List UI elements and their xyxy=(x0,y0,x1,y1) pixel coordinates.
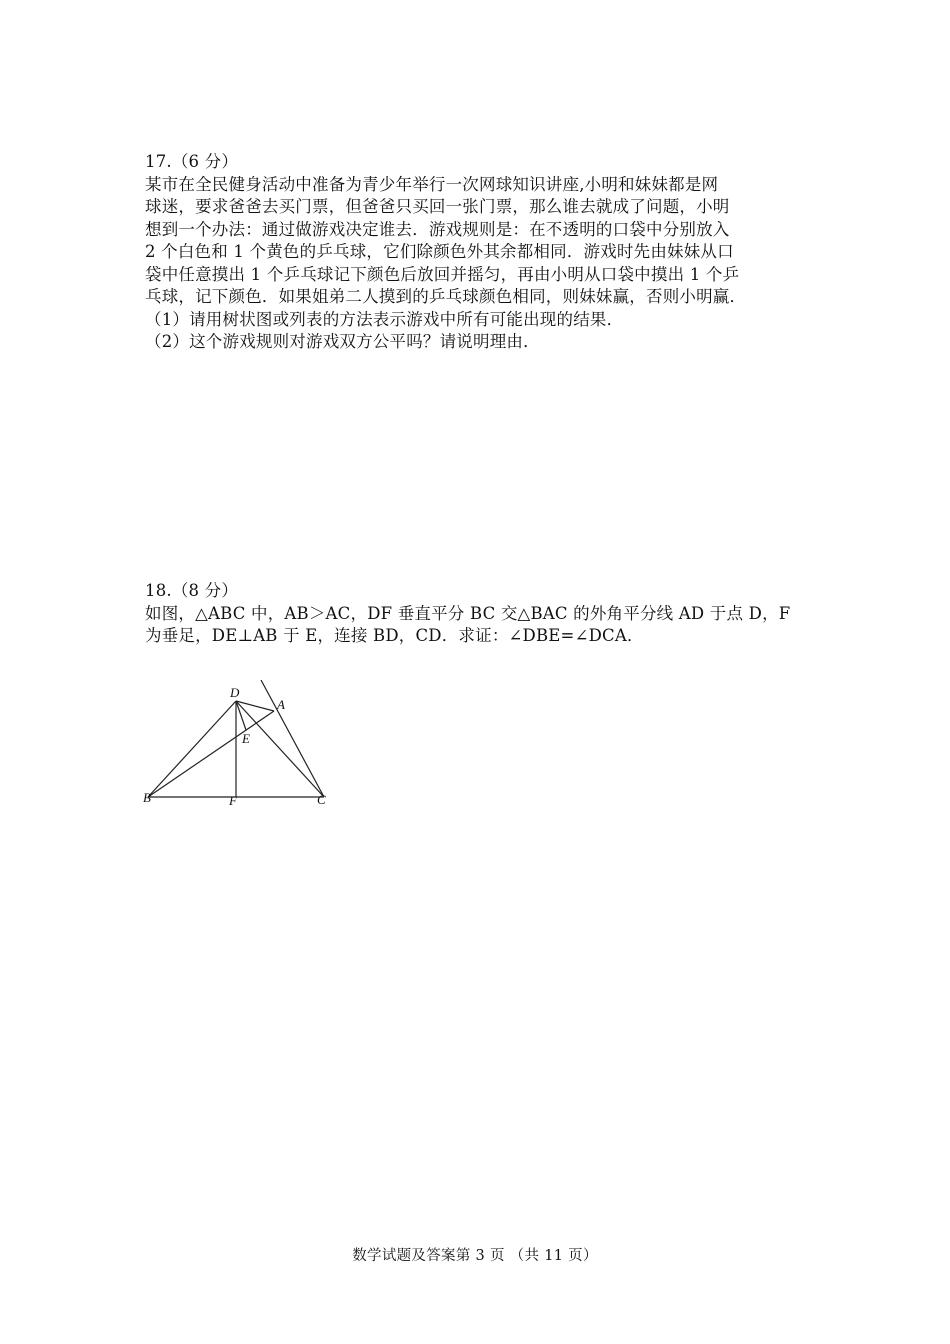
label-A: A xyxy=(277,697,285,712)
problem-17-line-3: 想到一个办法：通过做游戏决定谁去．游戏规则是：在不透明的口袋中分别放入 xyxy=(145,219,730,239)
segment-BA xyxy=(148,711,274,797)
label-C: C xyxy=(317,792,326,807)
label-D: D xyxy=(230,685,240,700)
segment-DE xyxy=(236,701,246,730)
problem-17-line-2: 球迷，要求爸爸去买门票，但爸爸只买回一张门票，那么谁去就成了问题，小明 xyxy=(145,197,730,216)
problem-17-line-4: 2 个白色和 1 个黄色的乒乓球，它们除颜色外其余都相同．游戏时先由妹妹从口 xyxy=(145,242,734,261)
triangle-diagram xyxy=(138,680,338,810)
segment-DA xyxy=(236,701,274,711)
page-footer: 数学试题及答案第 3 页 （共 11 页） xyxy=(352,1248,598,1264)
problem-18-line-2: 为垂足，DE⊥AB 于 E，连接 BD，CD．求证：∠DBE=∠DCA． xyxy=(145,626,644,645)
problem-17-header: 17.（6 分） xyxy=(145,152,239,171)
problem-17-line-6: 乓球，记下颜色．如果姐弟二人摸到的乒乓球颜色相同，则妹妹赢，否则小明赢． xyxy=(145,287,747,306)
problem-17-line-5: 袋中任意摸出 1 个乒乓球记下颜色后放回并摇匀，再由小明从口袋中摸出 1 个乒 xyxy=(145,264,740,284)
problem-18-line-1: 如图，△ABC 中，AB＞AC，DF 垂直平分 BC 交△BAC 的外角平分线 AD 于点 D，F xyxy=(145,603,791,623)
problem-17-line-1: 某市在全民健身活动中准备为青少年举行一次网球知识讲座,小明和妹妹都是网 xyxy=(145,174,719,194)
label-F: F xyxy=(229,793,237,808)
problem-17-question-2: （2）这个游戏规则对游戏双方公平吗？请说明理由． xyxy=(145,332,540,351)
problem-17-question-1: （1）请用树状图或列表的方法表示游戏中所有可能出现的结果． xyxy=(145,309,624,329)
label-B: B xyxy=(143,790,151,805)
segment-DB xyxy=(148,701,236,797)
problem-18 xyxy=(145,580,815,648)
geometry-figure xyxy=(138,680,338,810)
problem-17 xyxy=(145,151,815,354)
label-E: E xyxy=(242,731,250,746)
problem-18-header: 18.（8 分） xyxy=(145,581,239,600)
